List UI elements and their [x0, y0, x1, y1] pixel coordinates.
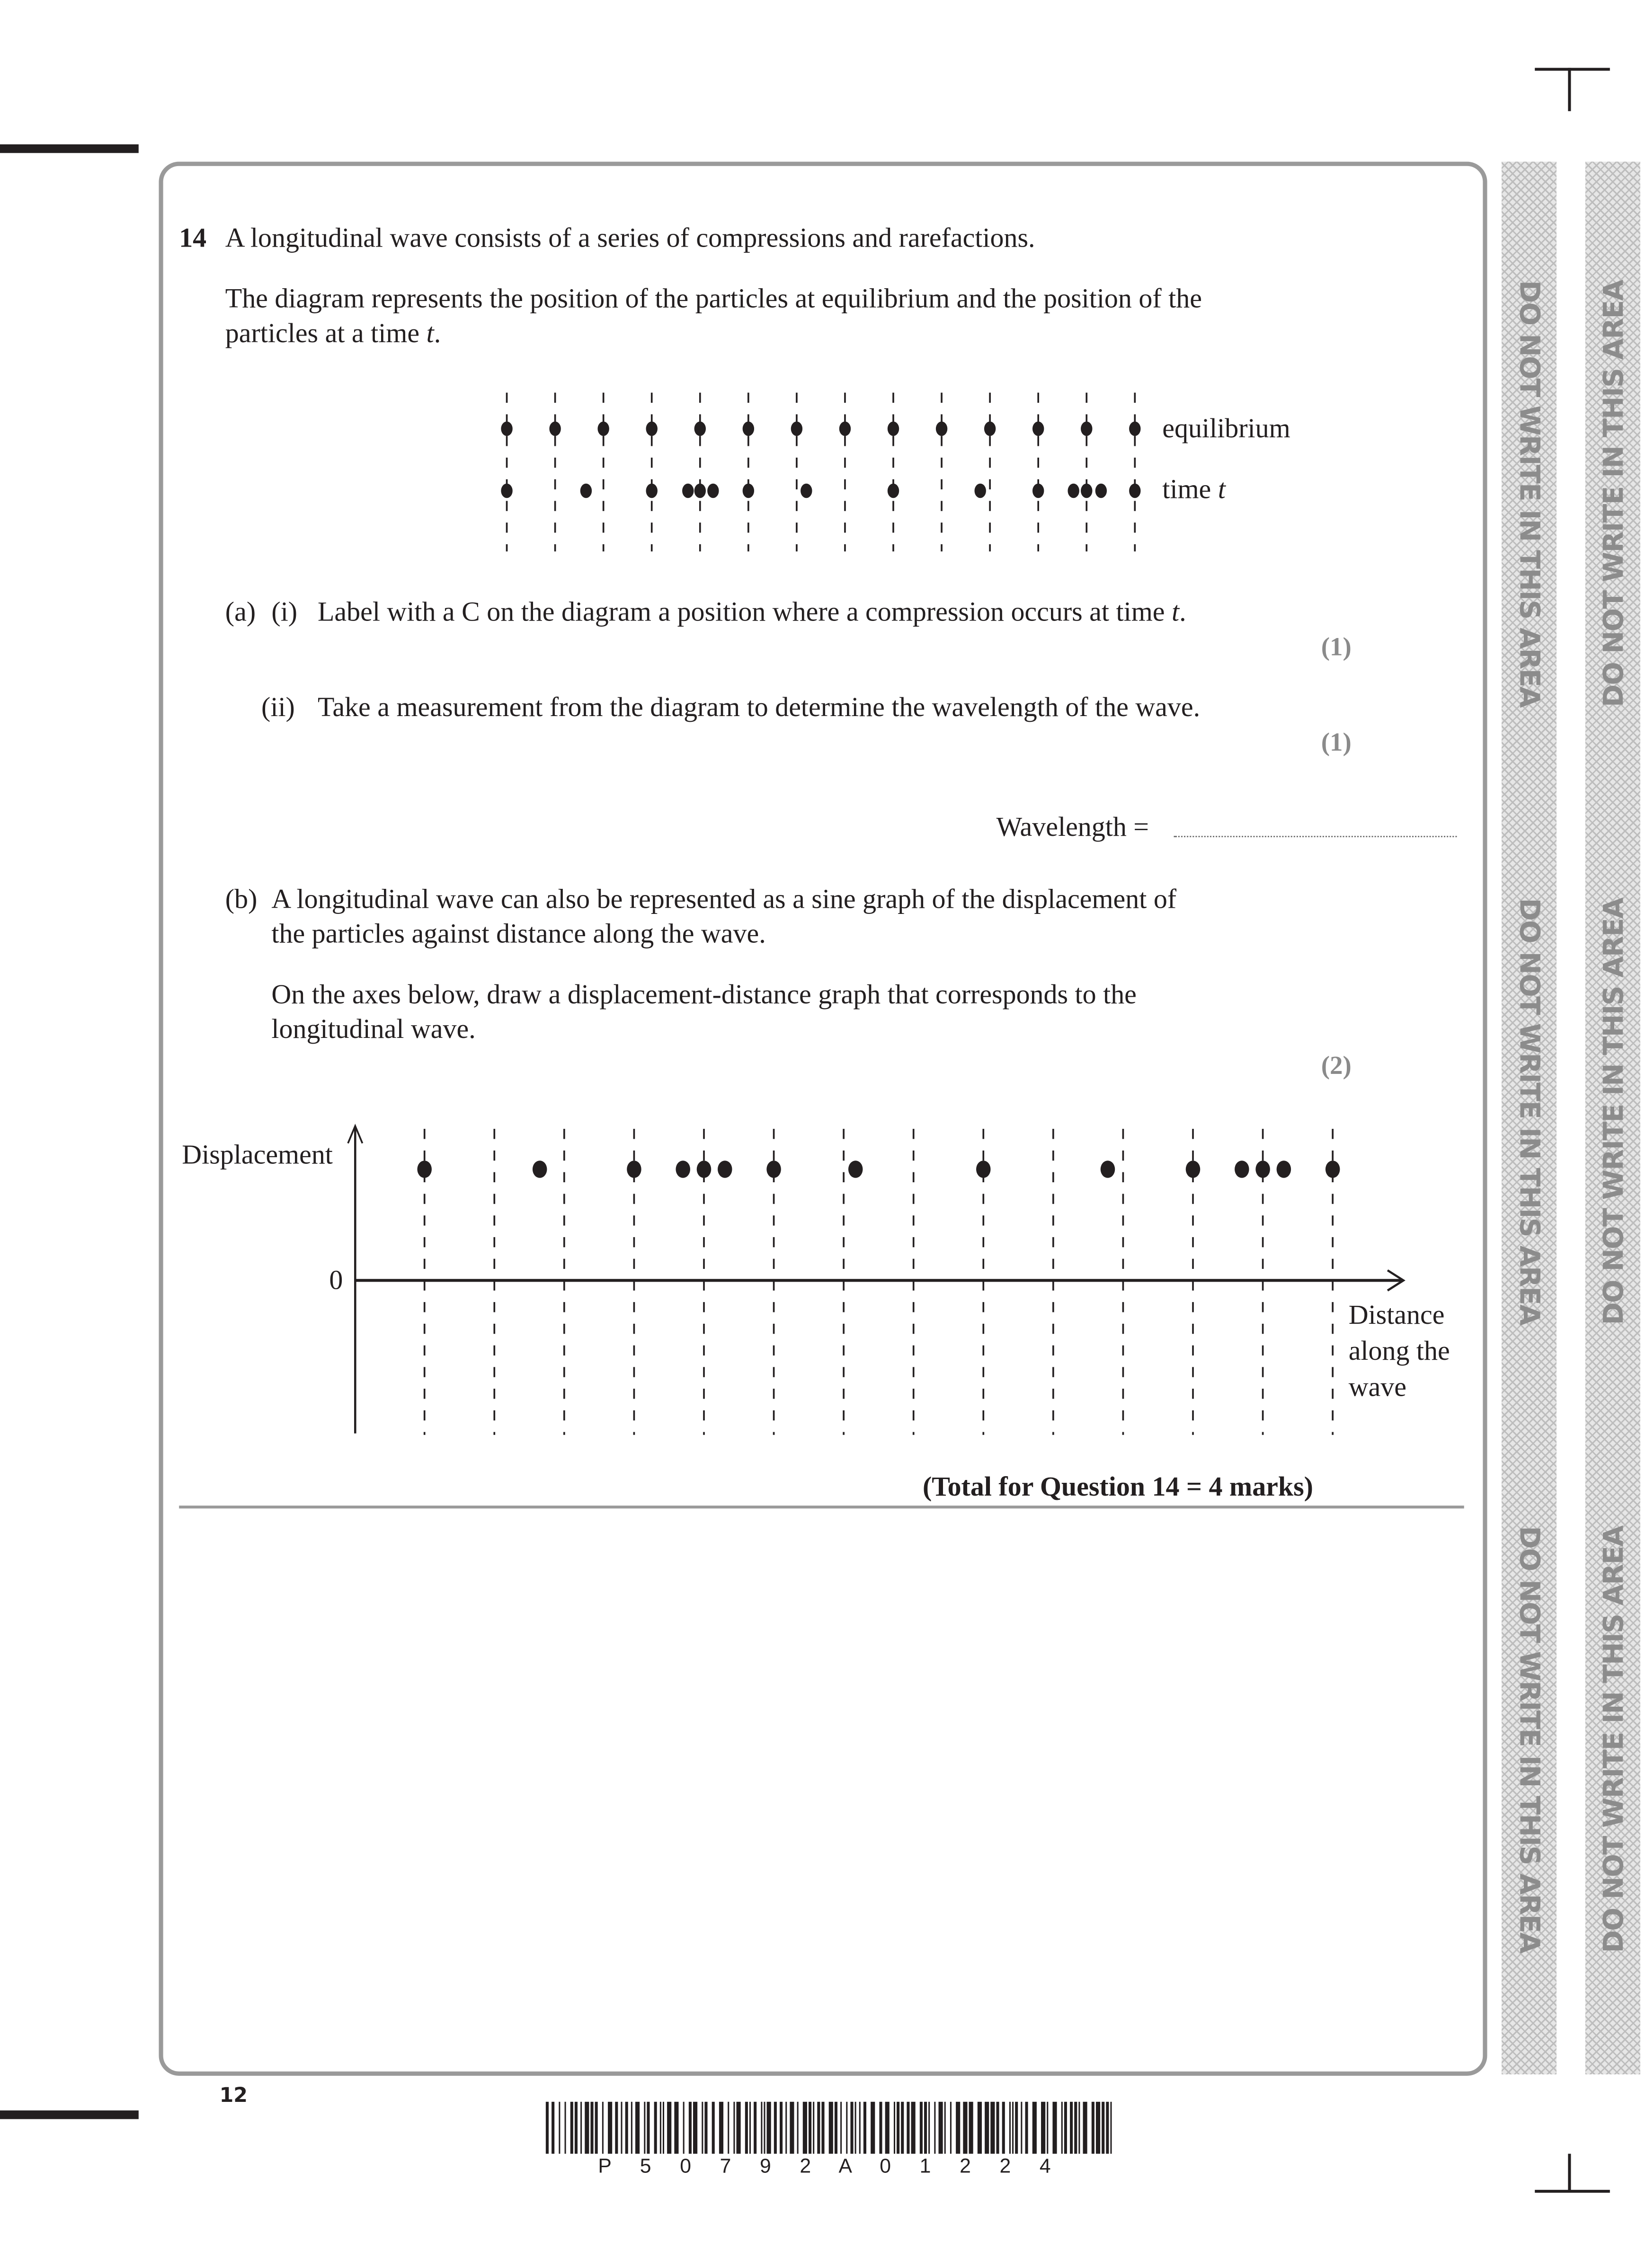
barcode-bar: [1092, 2102, 1094, 2154]
graph-particle: [627, 1161, 641, 1178]
barcode-bar: [1106, 2102, 1109, 2154]
graph-origin-label: 0: [329, 1266, 343, 1296]
barcode-bar: [575, 2102, 578, 2154]
wavelength-answer-line[interactable]: [1174, 836, 1457, 837]
barcode-bar: [785, 2102, 787, 2154]
barcode-bar: [590, 2102, 593, 2154]
barcode-bar: [559, 2102, 560, 2154]
barcode-bar: [934, 2102, 935, 2154]
barcode-bar: [1015, 2102, 1018, 2154]
barcode-bar: [840, 2102, 842, 2154]
do-not-write-label: DO NOT WRITE IN THIS AREA: [1513, 280, 1545, 708]
marks-a-ii: (1): [1321, 727, 1352, 757]
equilibrium-particle: [549, 422, 561, 436]
graph-particle: [718, 1161, 732, 1178]
barcode-bar: [570, 2102, 573, 2154]
barcode-bar: [1061, 2102, 1063, 2154]
barcode-bar: [985, 2102, 989, 2154]
barcode-bar: [803, 2102, 807, 2154]
barcode-bar: [644, 2102, 645, 2154]
time-t-particle: [1081, 484, 1092, 498]
barcode-bar: [737, 2102, 741, 2154]
barcode-bar: [894, 2102, 895, 2154]
time-t-particle: [694, 484, 706, 498]
barcode-bar: [647, 2102, 650, 2154]
question-total: (Total for Question 14 = 4 marks): [922, 1472, 1313, 1503]
barcode-bar: [846, 2102, 847, 2154]
barcode-bar: [631, 2102, 632, 2154]
barcode-bar: [728, 2102, 729, 2154]
graph-particle: [1186, 1161, 1201, 1178]
barcode-bar: [635, 2102, 640, 2154]
barcode-bar: [1002, 2102, 1005, 2154]
page-number: 12: [219, 2084, 248, 2108]
equilibrium-particle: [1129, 422, 1140, 436]
barcode-bar: [733, 2102, 735, 2154]
barcode-bar: [1021, 2102, 1022, 2154]
equilibrium-particle: [1032, 422, 1044, 436]
marks-b: (2): [1321, 1051, 1352, 1080]
barcode-bar: [712, 2102, 715, 2154]
time-t-particle: [743, 484, 754, 498]
barcode-bar: [907, 2102, 909, 2154]
barcode-bar: [693, 2102, 697, 2154]
graph-particle: [848, 1161, 863, 1178]
barcode-bar: [1078, 2102, 1080, 2154]
barcode-bar: [704, 2102, 707, 2154]
equilibrium-particle: [984, 422, 996, 436]
part-b-line-3: On the axes below, draw a displacement-distance graph that corresponds to the: [271, 980, 1137, 1010]
graph-particle: [976, 1161, 991, 1178]
barcode-bar: [1032, 2102, 1037, 2154]
graph-particle: [417, 1161, 432, 1178]
barcode-bar: [702, 2102, 703, 2154]
barcode-bar: [790, 2102, 794, 2154]
barcode-bar: [774, 2102, 777, 2154]
equilibrium-particle: [743, 422, 754, 436]
graph-particle: [766, 1161, 781, 1178]
time-t-particle: [707, 484, 719, 498]
barcode-bar: [1009, 2102, 1011, 2154]
time-t-particle: [682, 484, 694, 498]
barcode-bar: [950, 2102, 952, 2154]
do-not-write-label: DO NOT WRITE IN THIS AREA: [1598, 1526, 1630, 1953]
barcode-bar: [1025, 2102, 1028, 2154]
barcode-bar: [1102, 2102, 1104, 2154]
graph-x-label-1: Distance: [1348, 1301, 1445, 1331]
graph-particle: [1101, 1161, 1115, 1178]
part-a-i-text: Label with a C on the diagram a position where a compression occurs at time t.: [318, 597, 1186, 628]
equilibrium-particle: [839, 422, 851, 436]
barcode-bar: [863, 2102, 866, 2154]
barcode-bar: [608, 2102, 612, 2154]
time-t-particle: [501, 484, 512, 498]
marks-a-i: (1): [1321, 632, 1352, 661]
barcode-bar: [1096, 2102, 1100, 2154]
barcode-bar: [1052, 2102, 1057, 2154]
graph-particle: [533, 1161, 547, 1178]
barcode-bar: [615, 2102, 618, 2154]
barcode-bar: [689, 2102, 692, 2154]
barcode-bar: [749, 2102, 751, 2154]
graph-y-label: Displacement: [182, 1140, 333, 1171]
do-not-write-label: DO NOT WRITE IN THIS AREA: [1513, 898, 1545, 1325]
do-not-write-label: DO NOT WRITE IN THIS AREA: [1598, 898, 1630, 1325]
barcode-bar: [901, 2102, 904, 2154]
barcode-bar: [911, 2102, 916, 2154]
barcode-bar: [674, 2102, 678, 2154]
barcode-bar: [565, 2102, 566, 2154]
barcode-bar: [939, 2102, 943, 2154]
barcode-bar: [885, 2102, 890, 2154]
time-t-particle: [975, 484, 986, 498]
barcode-bar: [595, 2102, 598, 2154]
barcode-bar: [850, 2102, 853, 2154]
part-b-line-4: longitudinal wave.: [271, 1015, 476, 1045]
do-not-write-label: DO NOT WRITE IN THIS AREA: [1598, 280, 1630, 708]
question-number: 14: [179, 223, 207, 254]
barcode-bar: [813, 2102, 814, 2154]
do-not-write-label: DO NOT WRITE IN THIS AREA: [1513, 1526, 1545, 1953]
question-divider: [179, 1506, 1464, 1508]
barcode-bar: [764, 2102, 765, 2154]
barcode-bar: [996, 2102, 999, 2154]
barcode-bar: [956, 2102, 960, 2154]
barcode-bar: [1070, 2102, 1073, 2154]
barcode-bar: [552, 2102, 554, 2154]
barcode-text: P 5 0 7 9 2 A 0 1 2 2 4: [598, 2153, 1063, 2177]
barcode-bar: [621, 2102, 623, 2154]
barcode-bar: [924, 2102, 927, 2154]
time-t-particle: [1032, 484, 1044, 498]
equilibrium-label: equilibrium: [1162, 414, 1290, 445]
barcode-bar: [797, 2102, 799, 2154]
time-t-particle: [646, 484, 658, 498]
barcode-bar: [780, 2102, 783, 2154]
equilibrium-particle: [888, 422, 899, 436]
barcode-bar: [1041, 2102, 1045, 2154]
barcode-bar: [978, 2102, 982, 2154]
equilibrium-particle: [791, 422, 802, 436]
barcode-bar: [1110, 2102, 1112, 2154]
barcode-bar: [625, 2102, 628, 2154]
barcode-bar: [667, 2102, 671, 2154]
barcode-bar: [580, 2102, 582, 2154]
part-a-ii-text: Take a measurement from the diagram to determine the wavelength of the wave.: [318, 693, 1201, 724]
graph-particle: [1255, 1161, 1270, 1178]
equilibrium-particle: [501, 422, 512, 436]
barcode-bar: [602, 2102, 604, 2154]
barcode-bar: [809, 2102, 811, 2154]
barcode-bar: [963, 2102, 967, 2154]
barcode-bar: [897, 2102, 899, 2154]
barcode-bar: [585, 2102, 589, 2154]
barcode-bar: [1047, 2102, 1048, 2154]
barcode-bar: [835, 2102, 837, 2154]
time-t-particle: [1129, 484, 1140, 498]
time-t-particle: [580, 484, 592, 498]
time-t-particle: [888, 484, 899, 498]
part-b-label: (b): [225, 885, 258, 915]
barcode-bar: [761, 2102, 762, 2154]
barcode-bar: [683, 2102, 685, 2154]
barcode-bar: [719, 2102, 723, 2154]
barcode-bar: [920, 2102, 923, 2154]
graph-x-label-2: along the: [1348, 1337, 1450, 1367]
graph-particle: [676, 1161, 690, 1178]
barcode-bar: [1064, 2102, 1067, 2154]
part-a-i-label: (i): [271, 597, 298, 628]
barcode-bar: [829, 2102, 833, 2154]
barcode-bar: [859, 2102, 861, 2154]
barcode-bar: [1012, 2102, 1014, 2154]
time-t-particle: [801, 484, 812, 498]
barcode-bar: [821, 2102, 824, 2154]
time-t-particle: [1095, 484, 1107, 498]
graph-x-label-3: wave: [1348, 1373, 1406, 1403]
graph-particle: [1235, 1161, 1249, 1178]
barcode-bar: [660, 2102, 661, 2154]
barcode-bar: [969, 2102, 973, 2154]
equilibrium-particle: [1081, 422, 1092, 436]
barcode-bar: [879, 2102, 882, 2154]
part-a-label: (a): [225, 597, 256, 628]
barcode-bar: [745, 2102, 748, 2154]
equilibrium-particle: [646, 422, 658, 436]
barcode-bar: [546, 2102, 549, 2154]
part-b-line-2: the particles against distance along the wave.: [271, 919, 766, 950]
barcode-bar: [1074, 2102, 1077, 2154]
barcode-bar: [944, 2102, 946, 2154]
barcode-bar: [663, 2102, 664, 2154]
barcode: [546, 2102, 1115, 2154]
graph-particle: [1277, 1161, 1291, 1178]
barcode-bar: [767, 2102, 771, 2154]
barcode-bar: [990, 2102, 995, 2154]
time-t-particle: [1068, 484, 1079, 498]
equilibrium-particle: [694, 422, 706, 436]
barcode-bar: [654, 2102, 657, 2154]
equilibrium-particle: [936, 422, 947, 436]
time-t-label: time t: [1162, 475, 1226, 505]
barcode-bar: [928, 2102, 930, 2154]
equilibrium-particle: [597, 422, 609, 436]
barcode-bar: [817, 2102, 820, 2154]
barcode-bar: [855, 2102, 856, 2154]
part-b-line-1: A longitudinal wave can also be represented as a sine graph of the displacement of: [271, 885, 1177, 915]
part-a-ii-label: (ii): [261, 693, 295, 724]
graph-particle: [697, 1161, 712, 1178]
question-desc-1: The diagram represents the position of the particles at equilibrium and the position of the: [225, 284, 1202, 315]
question-desc-2: particles at a time t.: [225, 319, 441, 350]
barcode-bar: [1083, 2102, 1087, 2154]
wavelength-label: Wavelength =: [996, 813, 1156, 843]
barcode-bar: [871, 2102, 875, 2154]
graph-particle: [1326, 1161, 1340, 1178]
question-intro: A longitudinal wave consists of a series of compressions and rarefactions.: [225, 223, 1035, 254]
barcode-bar: [754, 2102, 756, 2154]
